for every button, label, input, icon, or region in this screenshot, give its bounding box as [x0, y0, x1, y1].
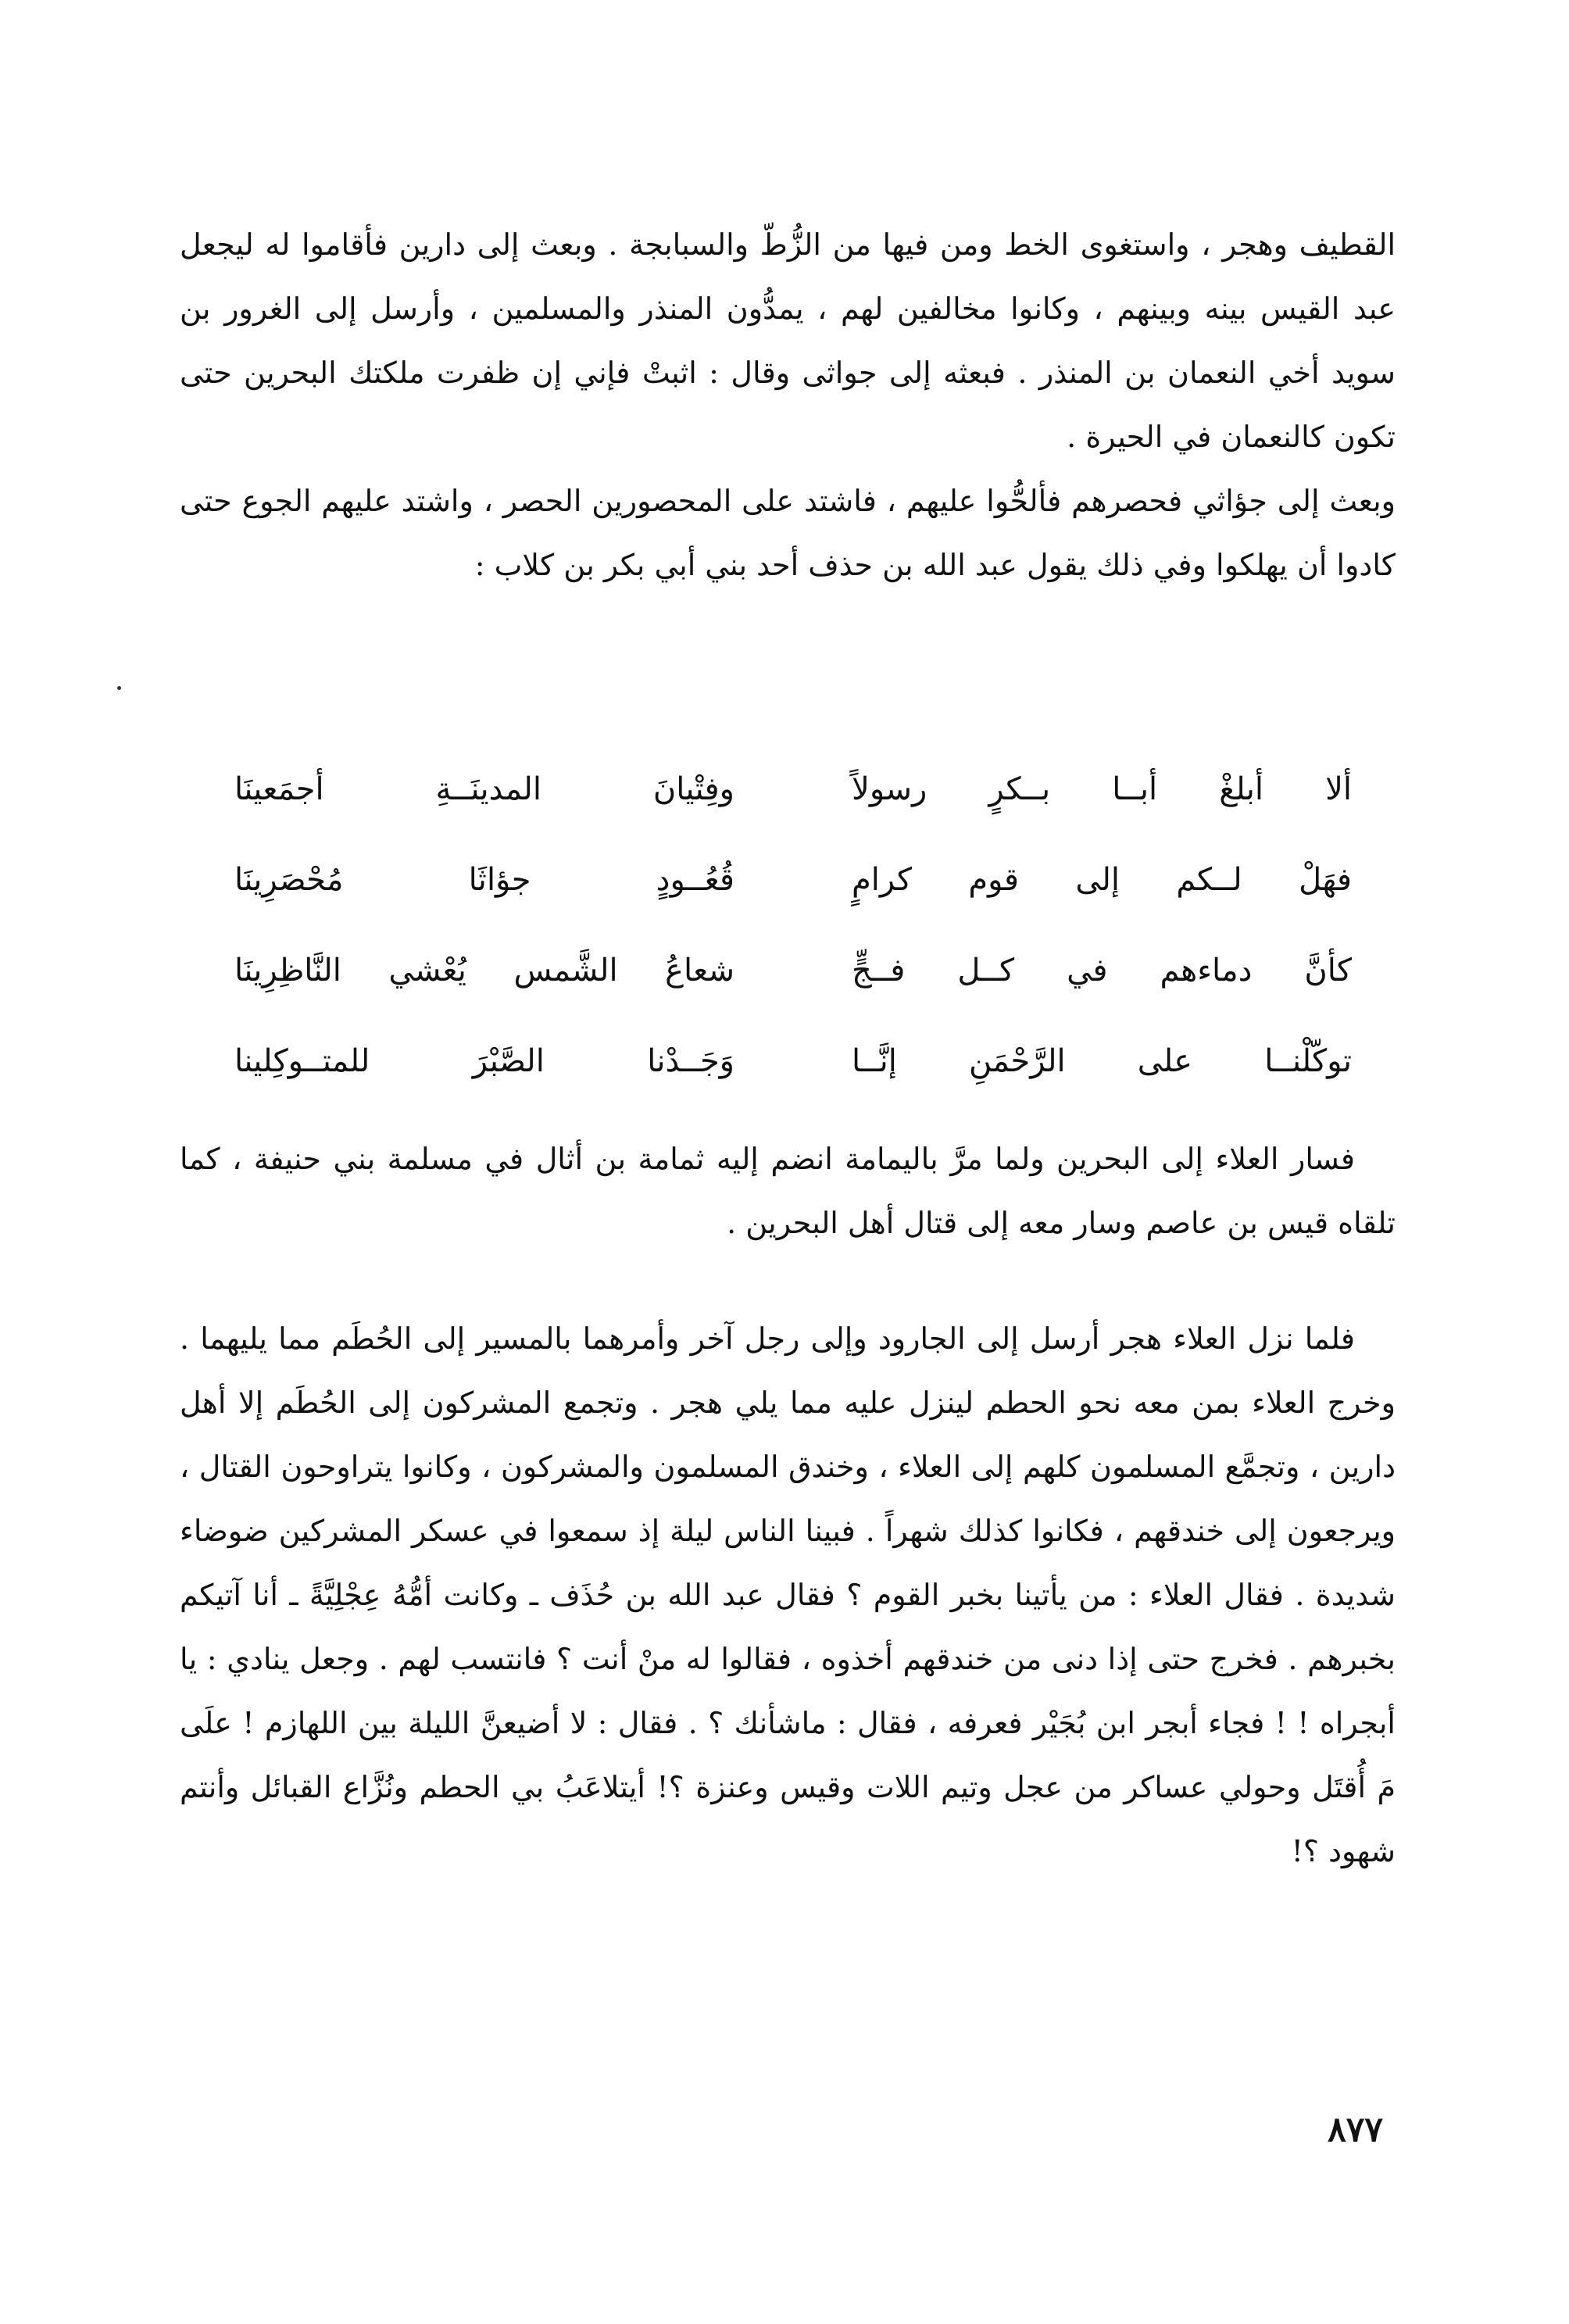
- paragraph-3: فسار العلاء إلى البحرين ولما مرَّ باليمامة انضم إليه ثمامة بن أثال في مسلمة بني حنيفة ، كما تلقاه قيس بن عاصم وسار معه إلى قتال أهل البحرين .: [180, 1142, 1396, 1240]
- verse-2-second-hemistich: قُعُــودٍ جؤاثَا مُحْصَرِينَا: [234, 862, 734, 898]
- verse-3-second-hemistich: شعاعُ الشَّمس يُعْشي النَّاظِرِينَا: [234, 953, 734, 989]
- paragraph-2: وبعث إلى جؤاثي فحصرهم فألحُّوا عليهم ، فاشتد على المحصورين الحصر ، واشتد عليهم الجوع حتى كادوا أن يهلكوا وفي ذلك يقول عبد الله بن حذف أحد بني أبي بكر بن كلاب :: [180, 484, 1396, 582]
- opening-paragraphs: [180, 213, 1396, 597]
- verse-4-first-hemistich: توكّلْنــا على الرَّحْمَنِ إنَّــا: [852, 1043, 1352, 1079]
- closing-paragraph: [180, 1307, 1396, 1883]
- verse-4-second-hemistich: وَجَــدْنا الصَّبْرَ للمتــوكِلينا: [234, 1043, 734, 1079]
- verse-2: [234, 835, 1352, 925]
- verse-4: [234, 1016, 1352, 1107]
- scan-speck: [117, 686, 121, 690]
- paragraph-after-poem: [180, 1127, 1396, 1255]
- page-number: ٨٧٧: [1328, 2110, 1383, 2150]
- verse-1-first-hemistich: ألا أبلغْ أبــا بــكرٍ رسولاً: [852, 771, 1352, 807]
- paragraph-1: القطيف وهجر ، واستغوى الخط ومن فيها من الزُّطّ والسبابجة . وبعث إلى دارين فأقاموا له ليجعل عبد القيس بينه وبينهم ، وكانوا مخالفين لهم ، يمدُّون المنذر والمسلمين ، وأرسل إلى الغرور بن سويد أخي النعمان بن المنذر . فبعثه إلى جواثى وقال : اثبتْ فإني إن ظفرت ملكتك البحرين حتى تكون كالنعمان في الحيرة .: [180, 227, 1396, 454]
- poem: [234, 744, 1352, 1107]
- verse-3-first-hemistich: كأنَّ دماءهم في كــل فــجٍّ: [852, 953, 1352, 989]
- verse-1-second-hemistich: وفِتْيانَ المدينَــةِ أجمَعينَا: [234, 771, 734, 807]
- verse-1: [234, 744, 1352, 835]
- verse-3: [234, 925, 1352, 1016]
- verse-2-first-hemistich: فهَلْ لــكم إلى قوم كرامٍ: [852, 862, 1352, 898]
- paragraph-4: فلما نزل العلاء هجر أرسل إلى الجارود وإلى رجل آخر وأمرهما بالمسير إلى الحُطَم مما يليهما . وخرج العلاء بمن معه نحو الحطم لينزل عليه مما يلي هجر . وتجمع المشركون إلى الحُطَم إلا أهل دارين ، وتجمَّع المسلمون كلهم إلى العلاء ، وخندق المسلمون والمشركون ، وكانوا يتراوحون القتال ، ويرجعون إلى خندقهم ، فكانوا كذلك شهراً . فبينا الناس ليلة إذ سمعوا في عسكر المشركين ضوضاء شديدة . فقال العلاء : من يأتينا بخبر القوم ؟ فقال عبد الله بن حُذَف ـ وكانت أمُّهُ عِجْلِيَّةً ـ أنا آتيكم بخبرهم . فخرج حتى إذا دنى من خندقهم أخذوه ، فقالوا له منْ أنت ؟ فانتسب لهم . وجعل ينادي : يا أبجراه ! ! فجاء أبجر ابن بُجَيْر فعرفه ، فقال : ماشأنك ؟ . فقال : لا أضيعنَّ الليلة بين اللهازم ! علَى مَ أُقتَل وحولي عساكر من عجل وتيم اللات وقيس وعنزة ؟! أيتلاعَبُ بي الحطم ونُزَّاع القبائل وأنتم شهود ؟!: [180, 1321, 1396, 1868]
